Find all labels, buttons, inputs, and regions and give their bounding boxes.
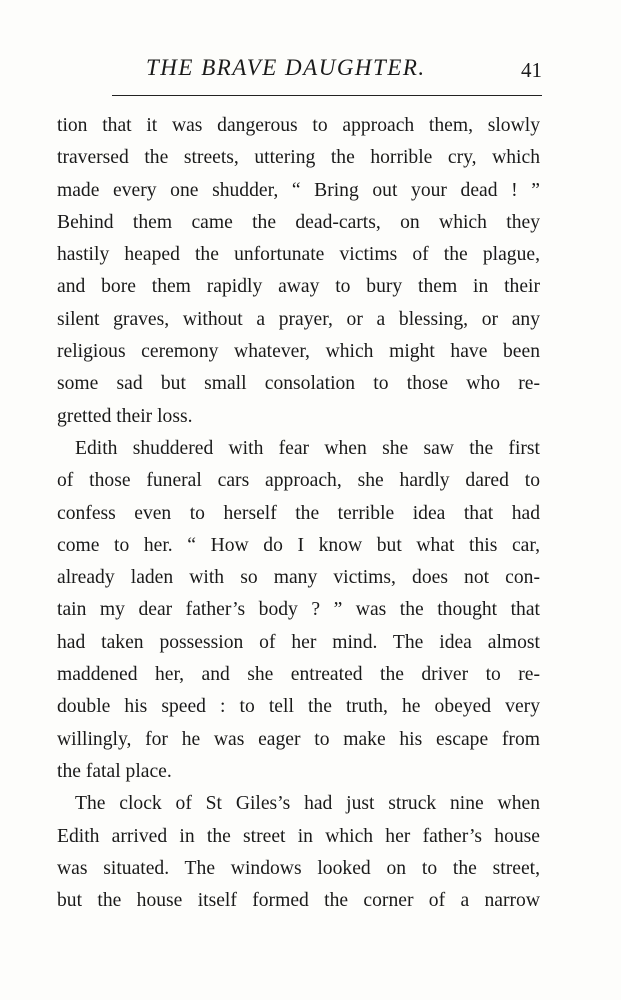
paragraph-3	[57, 788, 540, 917]
header-rule	[112, 95, 542, 96]
text-line: made every one shudder, “ Bring out your dead ! ”	[57, 179, 540, 201]
text-line: double his speed : to tell the truth, he obeyed very	[57, 696, 540, 718]
text-line: willingly, for he was eager to make his escape from	[57, 728, 540, 750]
text-line: some sad but small consolation to those who re-	[57, 373, 540, 395]
text-line: silent graves, without a prayer, or a blessing, or any	[57, 308, 540, 330]
text-line: and bore them rapidly away to bury them in their	[57, 276, 540, 298]
text-line: of those funeral cars approach, she hardly dared to	[57, 470, 540, 492]
text-line: but the house itself formed the corner of a narrow	[57, 890, 540, 912]
text-line: the fatal place.	[57, 760, 172, 782]
text-line: Edith shuddered with fear when she saw the first	[75, 437, 540, 459]
text-line: religious ceremony whatever, which might have been	[57, 341, 540, 363]
running-head	[112, 52, 542, 92]
text-line: maddened her, and she entreated the driver to re-	[57, 664, 540, 686]
text-line: traversed the streets, uttering the horrible cry, which	[57, 147, 540, 169]
text-line: hastily heaped the unfortunate victims of the plague,	[57, 244, 540, 266]
text-line: gretted their loss.	[57, 405, 193, 427]
body-text	[57, 110, 540, 917]
text-line: had taken possession of her mind. The idea almost	[57, 631, 540, 653]
text-line: Behind them came the dead-carts, on which they	[57, 211, 540, 233]
running-title: THE BRAVE DAUGHTER.	[146, 55, 426, 80]
text-line: already laden with so many victims, does not con-	[57, 567, 540, 589]
text-line: Edith arrived in the street in which her father’s house	[57, 825, 540, 847]
paragraph-1	[57, 110, 540, 433]
text-line: tain my dear father’s body ? ” was the thought that	[57, 599, 540, 621]
text-line: was situated. The windows looked on to the street,	[57, 857, 540, 879]
page-number: 41	[521, 58, 542, 82]
text-line: confess even to herself the terrible idea that had	[57, 502, 540, 524]
paragraph-2	[57, 433, 540, 788]
text-line: come to her. “ How do I know but what this car,	[57, 534, 540, 556]
text-line: tion that it was dangerous to approach them, slowly	[57, 115, 540, 136]
text-line: The clock of St Giles’s had just struck nine when	[75, 793, 540, 815]
